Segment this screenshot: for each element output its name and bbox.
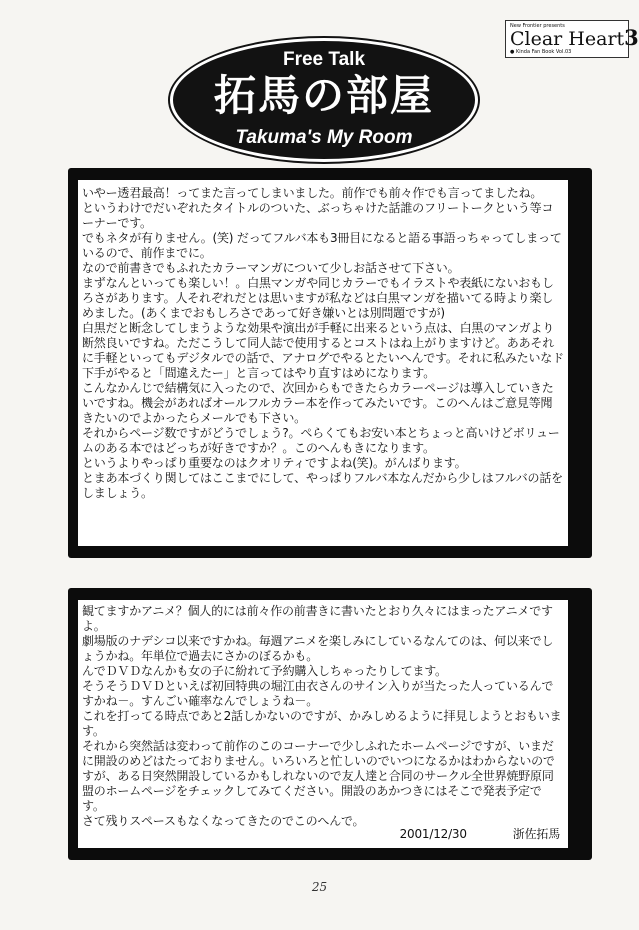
text-box-2 [68, 588, 592, 860]
paragraph: というよりやっぱり重要なのはクオリティですよね(笑)。がんばります。 [82, 456, 467, 470]
paragraph: それからページ数ですがどうでしょう?。ぺらくてもお安い本とちょっと高いけどボリュームのある本ではどっちが好きですか？。このへんもきになります。 [82, 426, 560, 455]
paragraph: こんなかんじで結構気に入ったので、次回からもできたらカラーページは導入していきたいですね。機会があればオールフルカラー本を作ってみたいです。このへんはご意見等聞きたいのでよかったらメールでも下さい。 [82, 381, 554, 425]
paragraph: 白黒だと断念してしまうような効果や演出が手軽に出来るという点は、白黒のマンガより断然良いですね。ただこうして同人誌で使用するとコストはね上がりますけど。ああそれに手軽といってもデジタルでの話で、アナログでやるとたいへんです。それに私みたいなド下手がやると「間違えたー」と言ってはやり直すはめになります。 [82, 321, 564, 380]
title-oval [170, 38, 478, 162]
paragraph: とまあ本づくり関してはここまでにして、やっぱりフルバ本なんだから少しはフルバの話をしましょう。 [82, 471, 563, 500]
paragraph: でもネタが有りません。(笑) だってフルバ本も3冊目になると語る事語っちゃってしまっているので、前作までに。 [82, 231, 562, 260]
logo-title-text: Clear Heart [510, 28, 625, 50]
logo-top-line: New Frontier presents [510, 23, 565, 29]
paragraph: それから突然話は変わって前作のこのコーナーで少しふれたホームページですが、いまだに開設のめどはたっておりません。いろいろと忙しいのでいつになるかはわからないのですが、ある日突然開設しているかもしれないので友人達と合同のサークル全世界焼野原同盟のホームページをチェックしてみてください。開設のあかつきにはそこで発表予定です。 [82, 739, 555, 813]
text-box-1-content [78, 180, 568, 546]
paragraph: 観てますかアニメ？個人的には前々作の前書きに書いたとおり久々にはまったアニメですよ。 [82, 604, 553, 633]
logo-number: 3 [624, 25, 639, 50]
logo-bottom-line: ● Kinda Fan Book Vol.03 [510, 49, 572, 55]
kicker: Free Talk [282, 49, 366, 70]
logo-title [510, 27, 639, 50]
date: 2001/12/30 [399, 827, 467, 841]
paragraph: これを打ってる時点であと2話しかないのですが、かみしめるように拝見しようとおもいます。 [82, 709, 562, 738]
paragraph: というわけでだいぞれたタイトルのついた、ぶっちゃけた話誰のフリートークという等コーナーです。 [82, 201, 554, 230]
paragraph: なので前書きでもふれたカラーマンガについて少しお話させて下さい。 [82, 261, 460, 275]
paragraph: まずなんといっても楽しい！。白黒マンガや同じカラーでもイラストや表紙にないおもしろさがあります。人それぞれだとは思いますが私などは白黒マンガを描いてる時より楽しめました。(あくまでおもしろさであって好き嫌いとは別問題ですが) [82, 276, 554, 320]
book-logo [505, 20, 639, 58]
paragraph: 劇場版のナデシコ以来ですかね。毎週アニメを楽しみにしているなんてのは、何以来でしょうかね。年単位で過去にさかのぼるかも。 [82, 634, 554, 663]
text-box-2-content [78, 600, 568, 848]
page-subtitle: Takuma's My Room [235, 127, 413, 148]
page-title: 拓馬の部屋 [213, 71, 434, 120]
author: 浙佐拓馬 [512, 827, 560, 841]
paragraph: いやー透君最高！ってまた言ってしまいました。前作でも前々作でも言ってましたね。 [82, 186, 543, 200]
page-number: 25 [311, 880, 328, 894]
paragraph: さて残りスペースもなくなってきたのでこのへんで。 [82, 814, 365, 828]
paragraph: んでＤＶＤなんかも女の子に紛れて予約購入しちゃったりしてます。 [82, 664, 447, 678]
signature [400, 827, 560, 842]
text-box-1 [68, 168, 592, 558]
paragraph: そうそうＤＶＤといえば初回特典の堀江由衣さんのサイン入りが当たった人っているんですかね－。すんごい確率なんでしょうね－。 [82, 679, 554, 708]
